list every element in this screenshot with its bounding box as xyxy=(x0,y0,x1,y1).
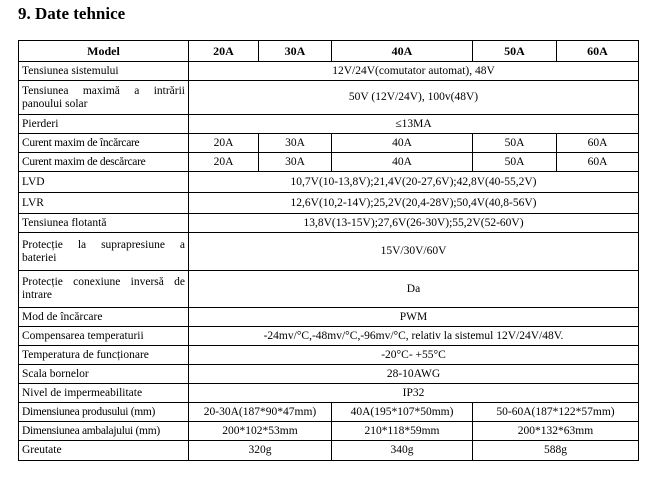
row-cell: 60A xyxy=(557,134,639,153)
row-cell: 30A xyxy=(259,153,332,172)
table-row xyxy=(19,233,639,271)
table-row xyxy=(19,134,639,153)
table-row xyxy=(19,327,639,346)
row-label: LVR xyxy=(19,193,189,214)
row-label: Protecție la suprapresiune a bateriei xyxy=(19,233,189,271)
row-cell: 50A xyxy=(473,134,557,153)
row-value: ≤13MA xyxy=(189,115,639,134)
row-group-cell: 320g xyxy=(189,441,332,461)
table-row xyxy=(19,403,639,422)
header-50a: 50A xyxy=(473,41,557,62)
table-row xyxy=(19,115,639,134)
row-label: Dimensiunea produsului (mm) xyxy=(19,403,189,422)
row-label: Pierderi xyxy=(19,115,189,134)
row-value: Da xyxy=(189,271,639,308)
table-row xyxy=(19,346,639,365)
table-row xyxy=(19,365,639,384)
row-value: 12,6V(10,2-14V);25,2V(20,4-28V);50,4V(40,8-56V) xyxy=(189,193,639,214)
row-label: Dimensiunea ambalajului (mm) xyxy=(19,422,189,441)
row-label: Curent maxim de încărcare xyxy=(19,134,189,153)
row-value: 10,7V(10-13,8V);21,4V(20-27,6V);42,8V(40-55,2V) xyxy=(189,172,639,193)
row-cell: 40A xyxy=(332,134,473,153)
table-row xyxy=(19,308,639,327)
header-40a: 40A xyxy=(332,41,473,62)
row-value: 50V (12V/24V), 100v(48V) xyxy=(189,81,639,115)
table-row xyxy=(19,193,639,214)
row-value: 13,8V(13-15V);27,6V(26-30V);55,2V(52-60V) xyxy=(189,214,639,233)
row-group-cell: 340g xyxy=(332,441,473,461)
row-label: Scala bornelor xyxy=(19,365,189,384)
row-group-cell: 200*132*63mm xyxy=(473,422,639,441)
row-cell: 60A xyxy=(557,153,639,172)
header-20a: 20A xyxy=(189,41,259,62)
row-value: 12V/24V(comutator automat), 48V xyxy=(189,62,639,81)
row-group-cell: 588g xyxy=(473,441,639,461)
row-label: Nivel de impermeabilitate xyxy=(19,384,189,403)
row-group-cell: 200*102*53mm xyxy=(189,422,332,441)
table-row xyxy=(19,271,639,308)
table-row xyxy=(19,422,639,441)
table-row xyxy=(19,62,639,81)
table-row xyxy=(19,153,639,172)
row-value: 28-10AWG xyxy=(189,365,639,384)
row-label: Tensiunea sistemului xyxy=(19,62,189,81)
technical-data-table xyxy=(18,40,639,461)
table-row xyxy=(19,384,639,403)
row-label: Compensarea temperaturii xyxy=(19,327,189,346)
row-value: PWM xyxy=(189,308,639,327)
table-row xyxy=(19,441,639,461)
row-value: 15V/30V/60V xyxy=(189,233,639,271)
row-value: IP32 xyxy=(189,384,639,403)
header-30a: 30A xyxy=(259,41,332,62)
section-title: 9. Date tehnice xyxy=(18,4,126,23)
header-model: Model xyxy=(19,41,189,62)
row-label: Tensiunea flotantă xyxy=(19,214,189,233)
row-label: Protecție conexiune inversă de intrare xyxy=(19,271,189,308)
row-value: -20°C- +55°C xyxy=(189,346,639,365)
row-label: Greutate xyxy=(19,441,189,461)
row-cell: 20A xyxy=(189,153,259,172)
row-value: -24mv/°C,-48mv/°C,-96mv/°C, relativ la sistemul 12V/24V/48V. xyxy=(189,327,639,346)
row-group-cell: 20-30A(187*90*47mm) xyxy=(189,403,332,422)
row-cell: 40A xyxy=(332,153,473,172)
row-label: LVD xyxy=(19,172,189,193)
row-label: Temperatura de funcționare xyxy=(19,346,189,365)
row-cell: 50A xyxy=(473,153,557,172)
row-group-cell: 50-60A(187*122*57mm) xyxy=(473,403,639,422)
header-60a: 60A xyxy=(557,41,639,62)
row-label: Curent maxim de descărcare xyxy=(19,153,189,172)
row-group-cell: 40A(195*107*50mm) xyxy=(332,403,473,422)
table-row xyxy=(19,214,639,233)
row-label: Tensiunea maximă a intrării panoului solar xyxy=(19,81,189,115)
row-cell: 30A xyxy=(259,134,332,153)
row-group-cell: 210*118*59mm xyxy=(332,422,473,441)
row-cell: 20A xyxy=(189,134,259,153)
table-header-row xyxy=(19,41,639,62)
table-row xyxy=(19,81,639,115)
table-row xyxy=(19,172,639,193)
row-label: Mod de încărcare xyxy=(19,308,189,327)
